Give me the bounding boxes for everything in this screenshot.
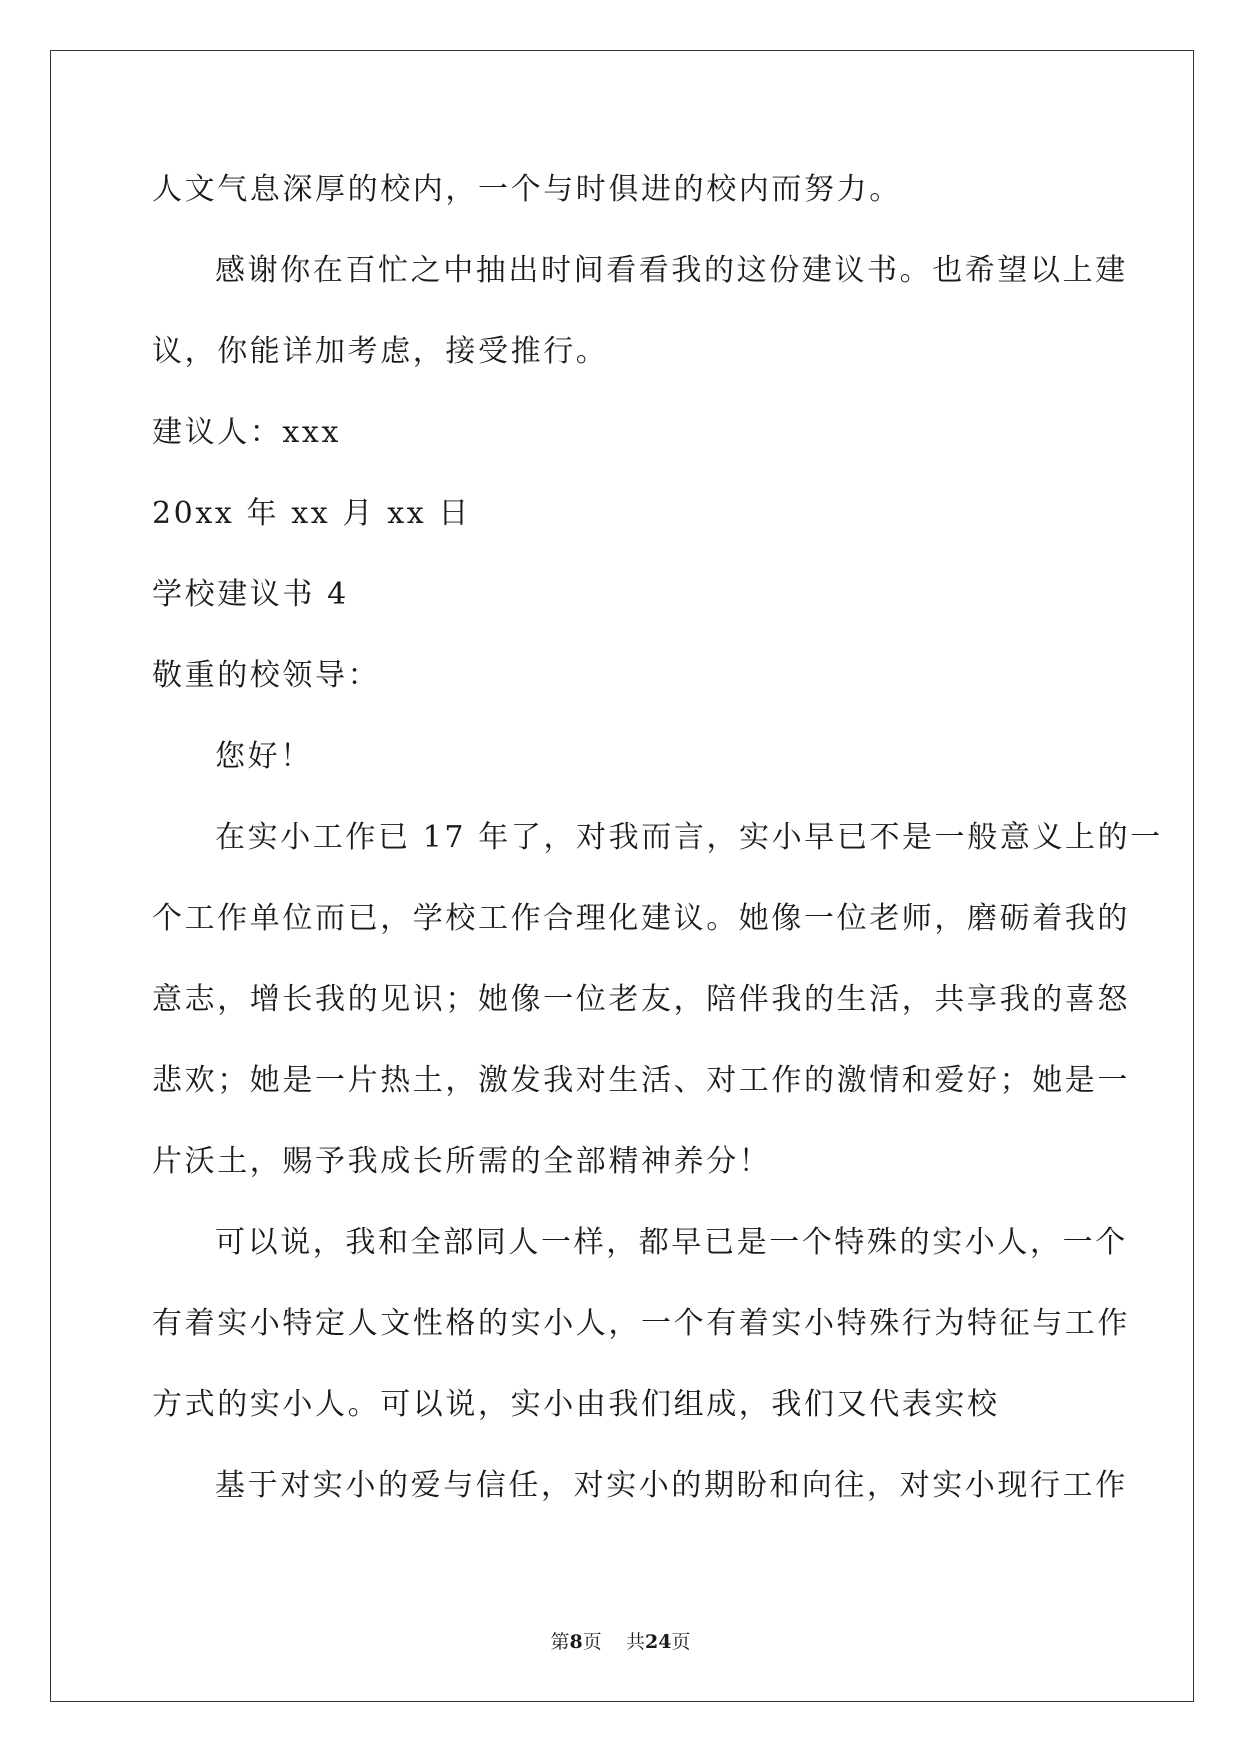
footer-page-prefix: 第 bbox=[550, 1631, 570, 1653]
text-line: 方式的实小人。可以说，实小由我们组成，我们又代表实校 bbox=[152, 1387, 1000, 1422]
text-line: 可以说，我和全部同人一样，都早已是一个特殊的实小人，一个 bbox=[215, 1225, 1128, 1260]
footer-total-prefix: 共 bbox=[625, 1631, 645, 1653]
text-line: 片沃土，赐予我成长所需的全部精神养分！ bbox=[152, 1144, 772, 1179]
footer-page-suffix: 页 bbox=[582, 1631, 602, 1653]
text-line: 悲欢；她是一片热土，激发我对生活、对工作的激情和爱好；她是一 bbox=[152, 1063, 1130, 1098]
text-line: 有着实小特定人文性格的实小人，一个有着实小特殊行为特征与工作 bbox=[152, 1306, 1130, 1341]
greeting: 您好！ bbox=[215, 739, 313, 774]
date-line: 20xx 年 xx 月 xx 日 bbox=[152, 496, 471, 531]
footer-page-total: 24 bbox=[644, 1631, 672, 1653]
text-line: 在实小工作已 17 年了，对我而言，实小早已不是一般意义上的一 bbox=[215, 820, 1163, 855]
text-line: 议，你能详加考虑，接受推行。 bbox=[152, 334, 609, 369]
text-line: 基于对实小的爱与信任，对实小的期盼和向往，对实小现行工作 bbox=[215, 1468, 1128, 1503]
salutation: 敬重的校领导： bbox=[152, 658, 381, 693]
footer-page-number: 8 bbox=[569, 1631, 583, 1653]
footer-total-suffix: 页 bbox=[671, 1631, 691, 1653]
text-line: 个工作单位而已，学校工作合理化建议。她像一位老师，磨砺着我的 bbox=[152, 901, 1130, 936]
section-title: 学校建议书 4 bbox=[152, 577, 349, 612]
page-footer bbox=[0, 1630, 1241, 1654]
text-line: 人文气息深厚的校内，一个与时俱进的校内而努力。 bbox=[152, 172, 902, 207]
signer-line: 建议人：xxx bbox=[152, 415, 341, 450]
text-line: 感谢你在百忙之中抽出时间看看我的这份建议书。也希望以上建 bbox=[215, 253, 1128, 288]
page-border bbox=[50, 50, 1194, 1702]
text-line: 意志，增长我的见识；她像一位老友，陪伴我的生活，共享我的喜怒 bbox=[152, 982, 1130, 1017]
